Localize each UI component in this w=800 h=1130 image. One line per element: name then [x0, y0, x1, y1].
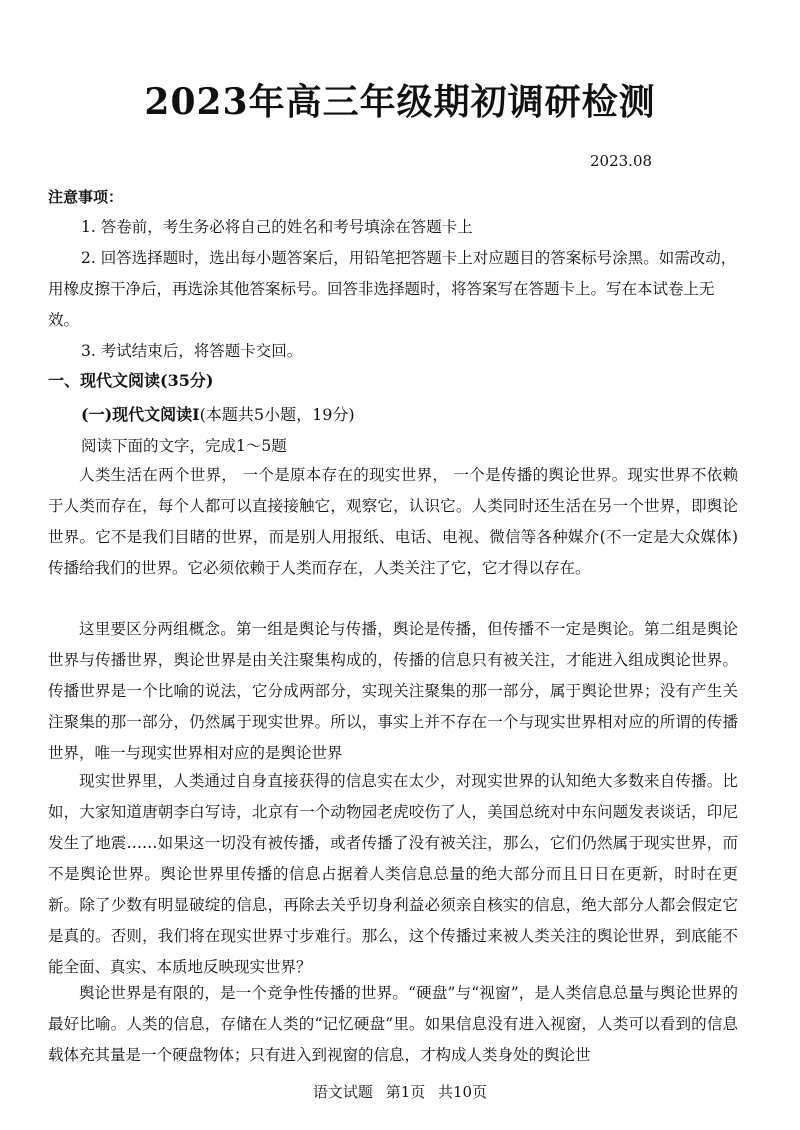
page-footer [0, 1080, 800, 1104]
passage-paragraph-2: 这里要区分两组概念。第一组是舆论与传播，舆论是传播，但传播不一定是舆论。第二组是舆论世界与传播世界，舆论世界是由关注聚集构成的，传播的信息只有被关注，才能进入组成舆论世界。传播世界是一个比喻的说法，它分成两部分，实现关注聚集的那一部分，属于舆论世界；没有产生关注聚集的那一部分，仍然属于现实世界。所以，事实上并不存在一个与现实世界相对应的所谓的传播世界，唯一与现实世界相对应的是舆论世界 [48, 620, 738, 762]
passage-paragraph-4: 舆论世界是有限的，是一个竞争性传播的世界。“硬盘”与“视窗”，是人类信息总量与舆论世界的最好比喻。人类的信息，存储在人类的“记忆硬盘”里。如果信息没有进入视窗，人类可以看到的信息载体充其量是一个硬盘物体；只有进入到视窗的信息，才构成人类身处的舆论世 [48, 984, 738, 1064]
footer-total-pages: 共10页 [438, 1083, 488, 1101]
sub-section-note: (本题共5小题，19分) [199, 405, 355, 424]
sub-section-heading [81, 400, 355, 430]
exam-date: 2023.08 [590, 152, 653, 170]
section-heading: 一、现代文阅读(35分) [48, 371, 214, 390]
exam-title: 2023年高三年级期初调研检测 [144, 81, 656, 123]
notice-item-1: 1. 答卷前，考生务必将自己的姓名和考号填涂在答题卡上 [81, 218, 473, 236]
sub-section-title: (一)现代文阅读I [81, 405, 200, 424]
notice-heading: 注意事项： [48, 188, 124, 206]
footer-page-number: 第1页 [385, 1083, 426, 1101]
notice-item-3: 3. 考试结束后，将答题卡交回。 [81, 342, 303, 360]
passage-paragraph-1: 人类生活在两个世界， 一个是原本存在的现实世界， 一个是传播的舆论世界。现实世界不依赖于人类而存在，每个人都可以直接接触它，观察它，认识它。人类同时还生活在另一个世界，即舆论世界。它不是我们目睹的世界，而是别人用报纸、电话、电视、微信等各种媒介(不一定是大众媒体)传播给我们的世界。它必须依赖于人类而存在，人类关注了它，它才得以存在。 [48, 466, 738, 577]
notice-item-2: 2. 回答选择题时，选出每小题答案后，用铅笔把答题卡上对应题目的答案标号涂黑。如需改动，用橡皮擦干净后，再选涂其他答案标号。回答非选择题时，将答案写在答题卡上。写在本试卷上无效。 [48, 249, 737, 329]
footer-subject: 语文试题 [312, 1083, 373, 1101]
passage-paragraph-3: 现实世界里，人类通过自身直接获得的信息实在太少，对现实世界的认知绝大多数来自传播。比如，大家知道唐朝李白写诗，北京有一个动物园老虎咬伤了人，美国总统对中东问题发表谈话，印尼发生了地震……如果这一切没有被传播，或者传播了没有被关注，那么，它们仍然属于现实世界，而不是舆论世界。舆论世界里传播的信息占据着人类信息总量的绝大部分而且日日在更新，时时在更新。除了少数有明显破绽的信息，再除去关乎切身利益必须亲自核实的信息，绝大部分人都会假定它是真的。否则，我们将在现实世界寸步难行。那么，这个传播过来被人类关注的舆论世界，到底能不能全面、真实、本质地反映现实世界？ [48, 772, 738, 976]
reading-instruction: 阅读下面的文字，完成1～5题 [81, 437, 287, 455]
